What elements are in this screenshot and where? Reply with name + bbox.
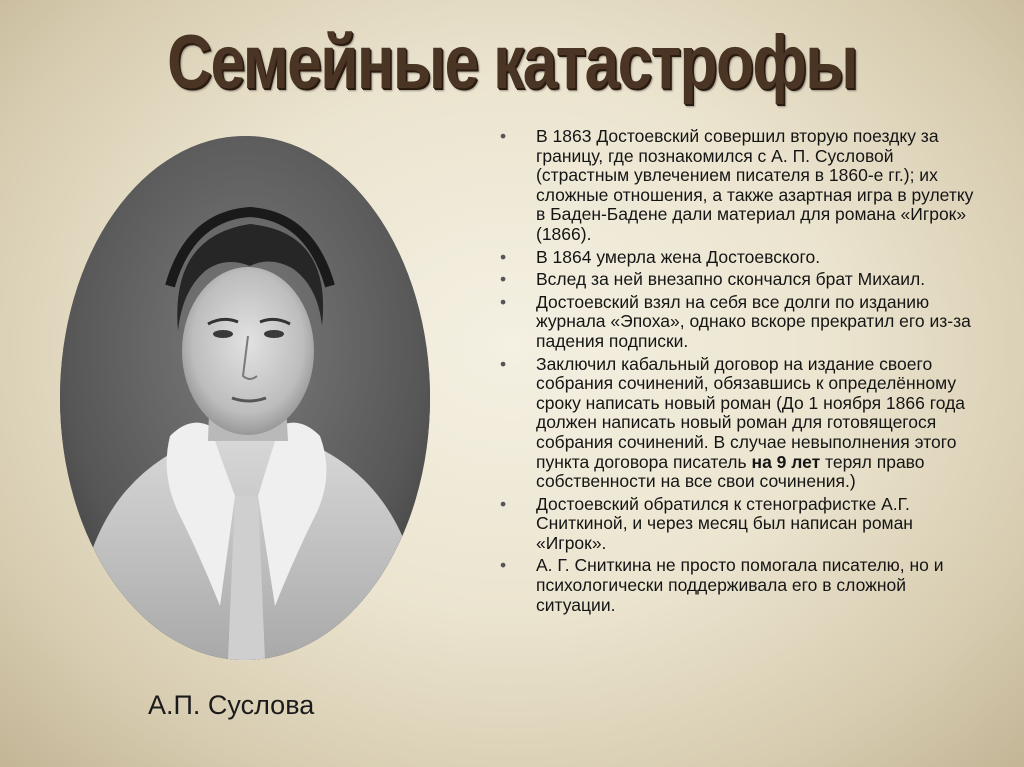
bullet-item: • А. Г. Сниткина не просто помогала писателю, но и психологически поддерживала его в сложной ситуации. <box>498 556 978 615</box>
bullet-item: • В 1863 Достоевский совершил вторую поездку за границу, где познакомился с А. П. Сусловой (страстным увлечением писателя в 1860-е гг.); их сложные отношения, а также азартная игра в рулетку в Баден-Бадене дали материал для романа «Игрок» (1866). <box>498 127 978 245</box>
bullet-text: терял право собственности на все свои сочинения.) <box>536 451 925 492</box>
portrait-caption: А.П. Суслова <box>148 690 315 720</box>
slide-title: Семейные катастрофы <box>167 20 857 105</box>
bullet-item: • Достоевский взял на себя все долги по изданию журнала «Эпоха», однако вскоре прекратил его из-за падения подписки. <box>498 293 978 352</box>
bullet-item: • В 1864 умерла жена Достоевского. <box>498 248 978 268</box>
portrait-frame <box>60 136 430 660</box>
bullet-item <box>498 355 978 492</box>
bullet-item: • Достоевский обратился к стенографистке А.Г. Сниткиной, и через месяц был написан роман «Игрок». <box>498 495 978 554</box>
bullet-text: Заключил кабальный договор на издание своего собрания сочинений, обязавшись к определённому сроку написать новый роман (До 1 ноября 1866 года должен написать новый роман для готовящегося собрания сочинений. В случае невыполнения этого пункта договора писатель <box>536 353 966 472</box>
portrait-illustration <box>60 136 430 660</box>
portrait-image <box>60 136 430 660</box>
bullet-list <box>498 127 978 618</box>
bullet-emphasis: на 9 лет <box>751 451 821 472</box>
bullet-item: • Вслед за ней внезапно скончался брат Михаил. <box>498 270 978 290</box>
